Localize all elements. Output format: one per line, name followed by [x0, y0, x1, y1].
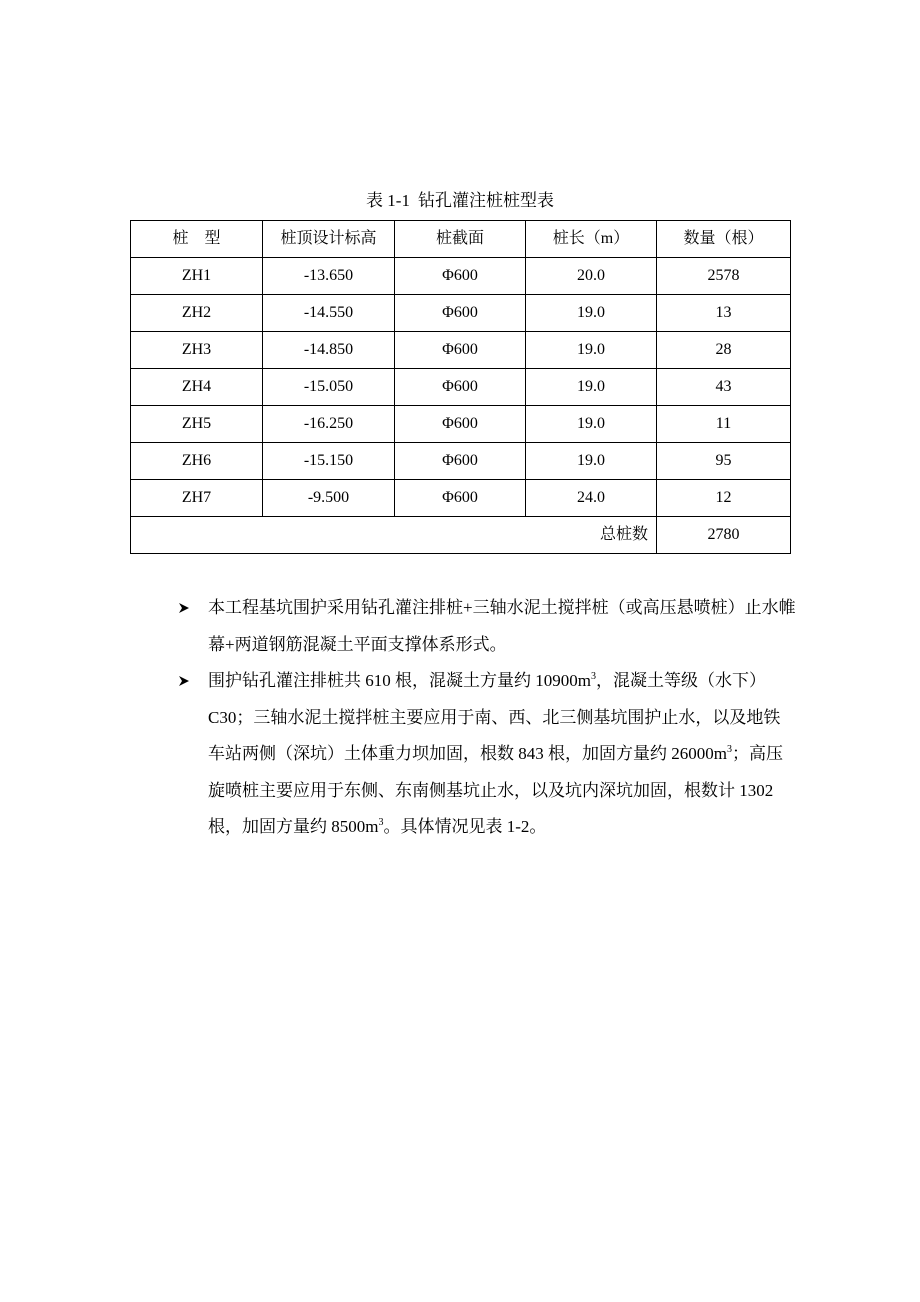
- cell-pile-type: ZH7: [131, 480, 263, 517]
- table-row: [131, 480, 791, 517]
- cell-length: 24.0: [526, 480, 657, 517]
- table-caption: [0, 189, 920, 213]
- superscript: 3: [378, 817, 384, 828]
- cell-length: 19.0: [526, 295, 657, 332]
- cell-length: 19.0: [526, 406, 657, 443]
- cell-length: 19.0: [526, 332, 657, 369]
- cell-section: Φ600: [395, 443, 526, 480]
- table-row: [131, 406, 791, 443]
- header-pile-type: 桩 型: [131, 221, 263, 258]
- cell-top-elevation: -15.150: [263, 443, 395, 480]
- cell-top-elevation: -14.850: [263, 332, 395, 369]
- bullet-text-part: 围护钻孔灌注排桩共 610 根，混凝土方量约 10900m: [208, 671, 591, 690]
- cell-section: Φ600: [395, 480, 526, 517]
- total-value: 2780: [657, 517, 791, 554]
- cell-section: Φ600: [395, 332, 526, 369]
- cell-section: Φ600: [395, 406, 526, 443]
- header-length: 桩长（m）: [526, 221, 657, 258]
- bullet-list: [176, 590, 796, 846]
- cell-pile-type: ZH1: [131, 258, 263, 295]
- superscript: 3: [590, 671, 596, 682]
- table-row: [131, 258, 791, 295]
- table-row: [131, 369, 791, 406]
- superscript: 3: [726, 744, 732, 755]
- table-total-row: [131, 517, 791, 554]
- cell-length: 19.0: [526, 369, 657, 406]
- cell-pile-type: ZH6: [131, 443, 263, 480]
- total-label: 总桩数: [131, 517, 657, 554]
- table-row: [131, 443, 791, 480]
- cell-section: Φ600: [395, 295, 526, 332]
- table-row: [131, 295, 791, 332]
- cell-pile-type: ZH3: [131, 332, 263, 369]
- table-caption-number: 表 1-1: [366, 191, 410, 210]
- cell-section: Φ600: [395, 369, 526, 406]
- bullet-item: [176, 663, 796, 846]
- cell-quantity: 43: [657, 369, 791, 406]
- cell-top-elevation: -14.550: [263, 295, 395, 332]
- cell-quantity: 95: [657, 443, 791, 480]
- cell-top-elevation: -9.500: [263, 480, 395, 517]
- cell-top-elevation: -16.250: [263, 406, 395, 443]
- bullet-text: 本工程基坑围护采用钻孔灌注排桩+三轴水泥土搅拌桩（或高压悬喷桩）止水帷幕+两道钢筋混凝土平面支撑体系形式。: [208, 598, 796, 654]
- cell-pile-type: ZH4: [131, 369, 263, 406]
- arrow-bullet-icon: [176, 663, 196, 699]
- cell-pile-type: ZH2: [131, 295, 263, 332]
- bullet-text-part: ，混凝土等级（水下）C30；三轴水泥土搅拌桩主要应用于南、西、北三侧基坑围护止水，以及地铁车站两侧（深坑）土体重力坝加固，根数 843 根，加固方量约 26000m: [208, 671, 781, 763]
- cell-length: 19.0: [526, 443, 657, 480]
- header-section: 桩截面: [395, 221, 526, 258]
- cell-quantity: 13: [657, 295, 791, 332]
- cell-quantity: 28: [657, 332, 791, 369]
- header-quantity: 数量（根）: [657, 221, 791, 258]
- bullet-text-part: 。具体情况见表 1-2。: [383, 817, 547, 836]
- header-top-elevation: 桩顶设计标高: [263, 221, 395, 258]
- cell-top-elevation: -13.650: [263, 258, 395, 295]
- cell-section: Φ600: [395, 258, 526, 295]
- bullet-item: [176, 590, 796, 663]
- table-caption-title: 钻孔灌注桩桩型表: [417, 191, 554, 210]
- cell-quantity: 11: [657, 406, 791, 443]
- cell-top-elevation: -15.050: [263, 369, 395, 406]
- cell-quantity: 2578: [657, 258, 791, 295]
- pile-type-table: [130, 220, 791, 554]
- cell-pile-type: ZH5: [131, 406, 263, 443]
- cell-quantity: 12: [657, 480, 791, 517]
- bullet-text-part: ；高压旋喷桩主要应用于东侧、东南侧基坑止水，以及坑内深坑加固，根数计 1302 根，加固方量约 8500m: [208, 744, 783, 836]
- cell-length: 20.0: [526, 258, 657, 295]
- table-header-row: [131, 221, 791, 258]
- table-row: [131, 332, 791, 369]
- arrow-bullet-icon: [176, 590, 196, 626]
